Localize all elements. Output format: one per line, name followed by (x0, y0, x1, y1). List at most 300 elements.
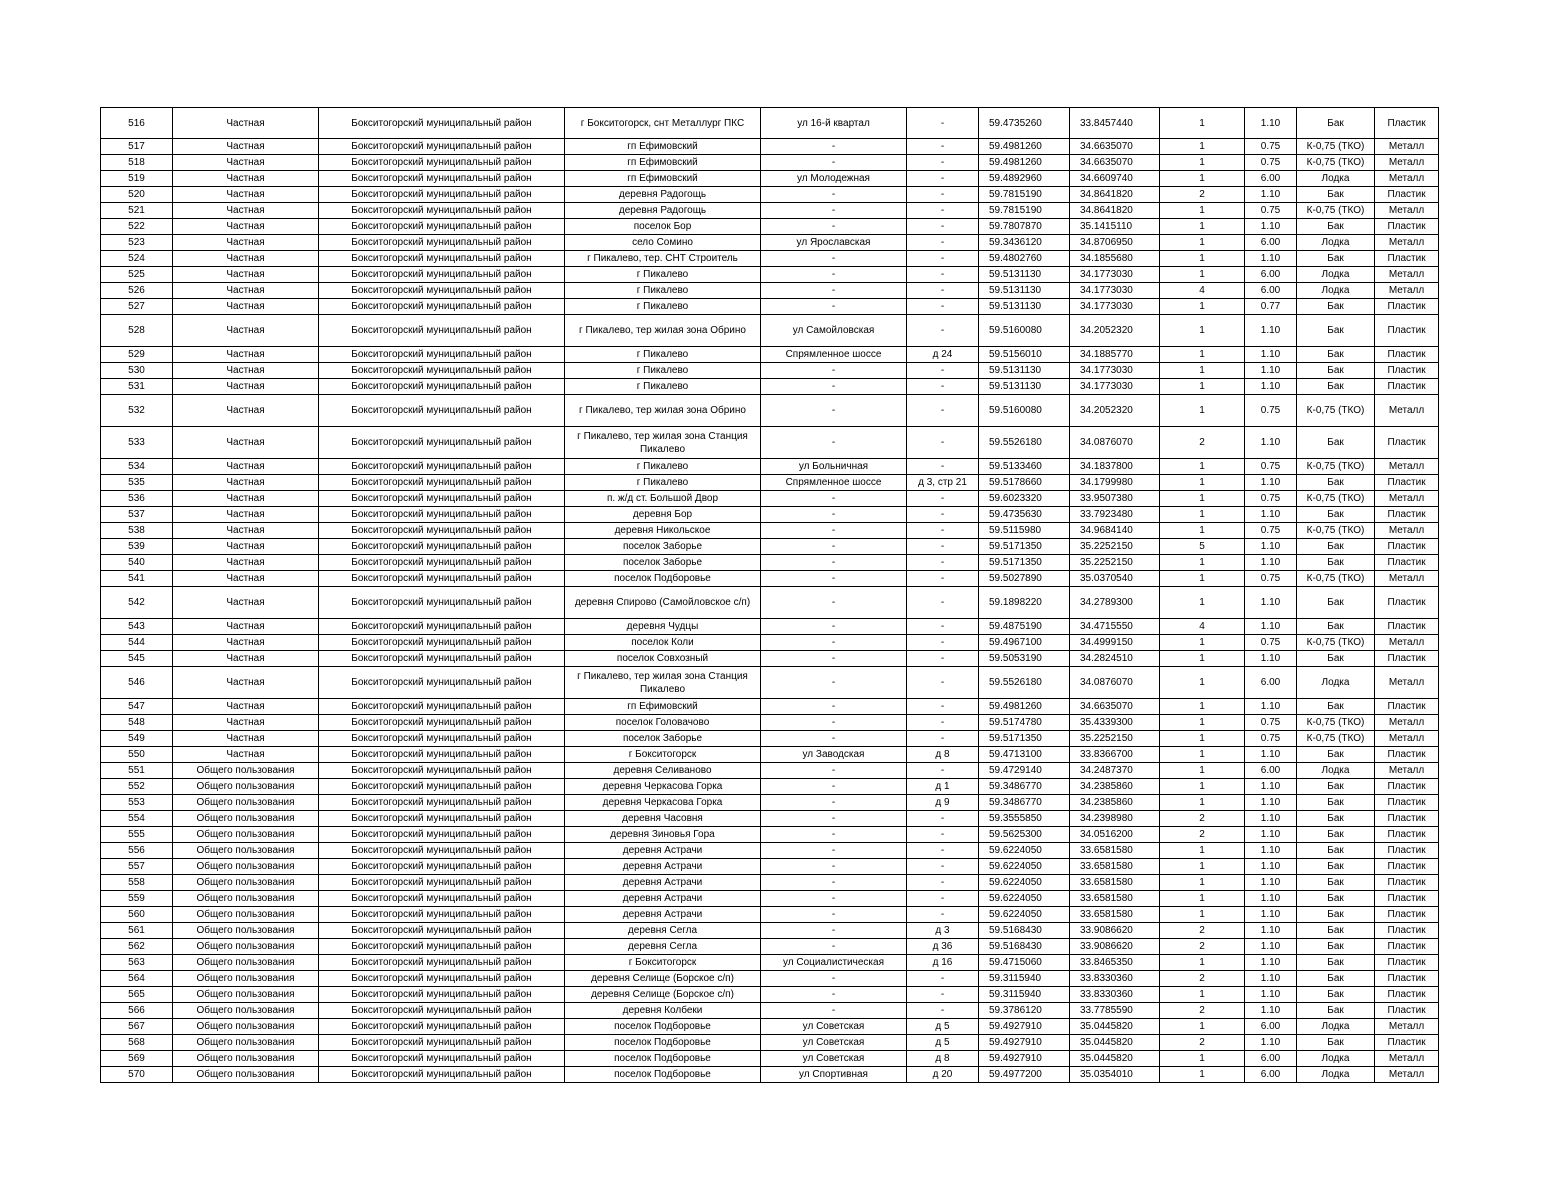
container-volume-cell: 1.10 (1245, 475, 1297, 491)
container-volume-cell: 0.75 (1245, 139, 1297, 155)
site-type-cell: Частная (173, 523, 319, 539)
longitude-cell: 34.4999150 (1070, 635, 1160, 651)
district-cell: Бокситогорский муниципальный район (319, 523, 565, 539)
container-material-cell: Пластик (1375, 587, 1439, 619)
house-cell: - (907, 139, 979, 155)
table-row (101, 795, 1439, 811)
table-row (101, 939, 1439, 955)
longitude-cell: 33.6581580 (1070, 875, 1160, 891)
district-cell: Бокситогорский муниципальный район (319, 891, 565, 907)
district-cell: Бокситогорский муниципальный район (319, 475, 565, 491)
site-type-cell: Частная (173, 555, 319, 571)
container-volume-cell: 1.10 (1245, 651, 1297, 667)
table-row (101, 955, 1439, 971)
house-cell: д 5 (907, 1019, 979, 1035)
container-count-cell: 2 (1160, 971, 1245, 987)
container-count-cell: 1 (1160, 555, 1245, 571)
container-material-cell: Металл (1375, 395, 1439, 427)
container-volume-cell: 1.10 (1245, 315, 1297, 347)
container-volume-cell: 1.10 (1245, 923, 1297, 939)
container-material-cell: Металл (1375, 139, 1439, 155)
district-cell: Бокситогорский муниципальный район (319, 171, 565, 187)
house-cell: д 36 (907, 939, 979, 955)
container-material-cell: Металл (1375, 523, 1439, 539)
settlement-cell: деревня Спирово (Самойловское с/п) (565, 587, 761, 619)
container-material-cell: Пластик (1375, 108, 1439, 139)
settlement-cell: деревня Астрачи (565, 907, 761, 923)
settlement-cell: г Бокситогорск, снт Металлург ПКС (565, 108, 761, 139)
street-cell: - (761, 187, 907, 203)
settlement-cell: деревня Селище (Борское с/п) (565, 971, 761, 987)
house-cell: - (907, 811, 979, 827)
house-cell: - (907, 363, 979, 379)
district-cell: Бокситогорский муниципальный район (319, 491, 565, 507)
container-kind-cell: Лодка (1297, 1019, 1375, 1035)
longitude-cell: 34.2385860 (1070, 779, 1160, 795)
container-kind-cell: Бак (1297, 747, 1375, 763)
district-cell: Бокситогорский муниципальный район (319, 923, 565, 939)
container-material-cell: Пластик (1375, 427, 1439, 459)
table-row (101, 811, 1439, 827)
latitude-cell: 59.5131130 (979, 379, 1070, 395)
district-cell: Бокситогорский муниципальный район (319, 587, 565, 619)
container-count-cell: 1 (1160, 507, 1245, 523)
house-cell: - (907, 491, 979, 507)
row-number-cell: 525 (101, 267, 173, 283)
house-cell: д 24 (907, 347, 979, 363)
container-count-cell: 1 (1160, 267, 1245, 283)
latitude-cell: 59.5131130 (979, 299, 1070, 315)
street-cell: - (761, 939, 907, 955)
street-cell: - (761, 267, 907, 283)
house-cell: - (907, 187, 979, 203)
container-kind-cell: Лодка (1297, 667, 1375, 699)
container-count-cell: 1 (1160, 459, 1245, 475)
site-type-cell: Частная (173, 635, 319, 651)
table-row (101, 875, 1439, 891)
settlement-cell: поселок Совхозный (565, 651, 761, 667)
house-cell: - (907, 843, 979, 859)
table-row (101, 203, 1439, 219)
street-cell: - (761, 651, 907, 667)
district-cell: Бокситогорский муниципальный район (319, 715, 565, 731)
settlement-cell: деревня Никольское (565, 523, 761, 539)
container-kind-cell: Бак (1297, 971, 1375, 987)
container-material-cell: Пластик (1375, 843, 1439, 859)
container-volume-cell: 1.10 (1245, 795, 1297, 811)
row-number-cell: 565 (101, 987, 173, 1003)
site-type-cell: Частная (173, 203, 319, 219)
container-count-cell: 2 (1160, 939, 1245, 955)
latitude-cell: 59.4735260 (979, 108, 1070, 139)
settlement-cell: г Пикалево, тер жилая зона Обрино (565, 315, 761, 347)
row-number-cell: 542 (101, 587, 173, 619)
latitude-cell: 59.3486770 (979, 779, 1070, 795)
settlement-cell: деревня Селище (Борское с/п) (565, 987, 761, 1003)
container-kind-cell: К-0,75 (ТКО) (1297, 139, 1375, 155)
container-material-cell: Пластик (1375, 747, 1439, 763)
container-volume-cell: 1.10 (1245, 108, 1297, 139)
longitude-cell: 34.1773030 (1070, 379, 1160, 395)
house-cell: - (907, 667, 979, 699)
container-material-cell: Пластик (1375, 299, 1439, 315)
district-cell: Бокситогорский муниципальный район (319, 827, 565, 843)
container-kind-cell: Бак (1297, 923, 1375, 939)
latitude-cell: 59.5625300 (979, 827, 1070, 843)
settlement-cell: г Пикалево, тер. СНТ Строитель (565, 251, 761, 267)
house-cell: - (907, 379, 979, 395)
container-material-cell: Металл (1375, 731, 1439, 747)
settlement-cell: деревня Сегла (565, 939, 761, 955)
container-material-cell: Металл (1375, 155, 1439, 171)
district-cell: Бокситогорский муниципальный район (319, 667, 565, 699)
table-row (101, 475, 1439, 491)
table-row (101, 635, 1439, 651)
settlement-cell: г Пикалево, тер жилая зона Обрино (565, 395, 761, 427)
settlement-cell: гп Ефимовский (565, 139, 761, 155)
district-cell: Бокситогорский муниципальный район (319, 987, 565, 1003)
latitude-cell: 59.4981260 (979, 139, 1070, 155)
container-volume-cell: 6.00 (1245, 1051, 1297, 1067)
street-cell: - (761, 203, 907, 219)
house-cell: - (907, 827, 979, 843)
row-number-cell: 523 (101, 235, 173, 251)
longitude-cell: 34.1773030 (1070, 283, 1160, 299)
container-kind-cell: Бак (1297, 347, 1375, 363)
longitude-cell: 33.9086620 (1070, 939, 1160, 955)
container-material-cell: Пластик (1375, 315, 1439, 347)
container-count-cell: 1 (1160, 251, 1245, 267)
row-number-cell: 532 (101, 395, 173, 427)
street-cell: - (761, 859, 907, 875)
street-cell: ул Социалистическая (761, 955, 907, 971)
site-type-cell: Общего пользования (173, 763, 319, 779)
container-volume-cell: 1.10 (1245, 955, 1297, 971)
settlement-cell: гп Ефимовский (565, 155, 761, 171)
table-row (101, 667, 1439, 699)
container-volume-cell: 0.75 (1245, 523, 1297, 539)
container-material-cell: Пластик (1375, 1035, 1439, 1051)
house-cell: - (907, 315, 979, 347)
longitude-cell: 34.1773030 (1070, 299, 1160, 315)
table-row (101, 139, 1439, 155)
latitude-cell: 59.5160080 (979, 395, 1070, 427)
longitude-cell: 34.6609740 (1070, 171, 1160, 187)
latitude-cell: 59.4927910 (979, 1051, 1070, 1067)
house-cell: - (907, 619, 979, 635)
settlement-cell: г Пикалево (565, 283, 761, 299)
settlement-cell: г Пикалево, тер жилая зона Станция Пикалево (565, 667, 761, 699)
longitude-cell: 34.8641820 (1070, 187, 1160, 203)
district-cell: Бокситогорский муниципальный район (319, 187, 565, 203)
latitude-cell: 59.4802760 (979, 251, 1070, 267)
table-row (101, 108, 1439, 139)
settlement-cell: поселок Подборовье (565, 1067, 761, 1083)
table-row (101, 971, 1439, 987)
site-type-cell: Общего пользования (173, 923, 319, 939)
container-volume-cell: 0.75 (1245, 155, 1297, 171)
street-cell: - (761, 363, 907, 379)
site-type-cell: Общего пользования (173, 779, 319, 795)
container-material-cell: Пластик (1375, 251, 1439, 267)
settlement-cell: деревня Бор (565, 507, 761, 523)
row-number-cell: 530 (101, 363, 173, 379)
container-kind-cell: Бак (1297, 587, 1375, 619)
table-row (101, 267, 1439, 283)
table-row (101, 379, 1439, 395)
latitude-cell: 59.7815190 (979, 203, 1070, 219)
container-count-cell: 1 (1160, 139, 1245, 155)
house-cell: - (907, 587, 979, 619)
table-row (101, 779, 1439, 795)
container-material-cell: Металл (1375, 267, 1439, 283)
site-type-cell: Частная (173, 139, 319, 155)
container-kind-cell: Бак (1297, 108, 1375, 139)
street-cell: - (761, 139, 907, 155)
site-type-cell: Общего пользования (173, 939, 319, 955)
container-kind-cell: Бак (1297, 875, 1375, 891)
container-kind-cell: Бак (1297, 315, 1375, 347)
street-cell: - (761, 635, 907, 651)
longitude-cell: 34.1885770 (1070, 347, 1160, 363)
district-cell: Бокситогорский муниципальный район (319, 571, 565, 587)
site-type-cell: Частная (173, 235, 319, 251)
table-row (101, 715, 1439, 731)
settlement-cell: деревня Селиваново (565, 763, 761, 779)
house-cell: - (907, 539, 979, 555)
settlement-cell: деревня Радогощь (565, 203, 761, 219)
container-count-cell: 1 (1160, 475, 1245, 491)
container-material-cell: Пластик (1375, 811, 1439, 827)
table-row (101, 299, 1439, 315)
house-cell: - (907, 763, 979, 779)
container-kind-cell: К-0,75 (ТКО) (1297, 715, 1375, 731)
row-number-cell: 537 (101, 507, 173, 523)
latitude-cell: 59.4927910 (979, 1019, 1070, 1035)
site-type-cell: Частная (173, 491, 319, 507)
container-count-cell: 2 (1160, 187, 1245, 203)
container-volume-cell: 1.10 (1245, 891, 1297, 907)
district-cell: Бокситогорский муниципальный район (319, 1019, 565, 1035)
longitude-cell: 35.0370540 (1070, 571, 1160, 587)
street-cell: - (761, 299, 907, 315)
container-volume-cell: 1.10 (1245, 619, 1297, 635)
table-row (101, 507, 1439, 523)
container-kind-cell: Бак (1297, 187, 1375, 203)
container-count-cell: 1 (1160, 715, 1245, 731)
latitude-cell: 59.5115980 (979, 523, 1070, 539)
street-cell: - (761, 907, 907, 923)
longitude-cell: 34.8641820 (1070, 203, 1160, 219)
settlement-cell: поселок Подборовье (565, 1051, 761, 1067)
longitude-cell: 35.0354010 (1070, 1067, 1160, 1083)
container-volume-cell: 6.00 (1245, 667, 1297, 699)
container-material-cell: Пластик (1375, 187, 1439, 203)
row-number-cell: 569 (101, 1051, 173, 1067)
container-kind-cell: Бак (1297, 859, 1375, 875)
row-number-cell: 526 (101, 283, 173, 299)
container-count-cell: 1 (1160, 363, 1245, 379)
longitude-cell: 33.9086620 (1070, 923, 1160, 939)
district-cell: Бокситогорский муниципальный район (319, 1051, 565, 1067)
container-kind-cell: Бак (1297, 379, 1375, 395)
container-count-cell: 1 (1160, 859, 1245, 875)
row-number-cell: 534 (101, 459, 173, 475)
house-cell: д 5 (907, 1035, 979, 1051)
street-cell: - (761, 1003, 907, 1019)
container-kind-cell: Бак (1297, 427, 1375, 459)
site-type-cell: Частная (173, 619, 319, 635)
longitude-cell: 35.2252150 (1070, 731, 1160, 747)
container-volume-cell: 0.75 (1245, 635, 1297, 651)
district-cell: Бокситогорский муниципальный район (319, 779, 565, 795)
table-row (101, 859, 1439, 875)
latitude-cell: 59.1898220 (979, 587, 1070, 619)
house-cell: - (907, 507, 979, 523)
row-number-cell: 516 (101, 108, 173, 139)
district-cell: Бокситогорский муниципальный район (319, 731, 565, 747)
container-material-cell: Металл (1375, 283, 1439, 299)
container-count-cell: 1 (1160, 907, 1245, 923)
container-volume-cell: 1.10 (1245, 859, 1297, 875)
site-type-cell: Частная (173, 507, 319, 523)
district-cell: Бокситогорский муниципальный район (319, 363, 565, 379)
settlement-cell: деревня Астрачи (565, 843, 761, 859)
container-kind-cell: Бак (1297, 907, 1375, 923)
site-type-cell: Частная (173, 219, 319, 235)
container-count-cell: 1 (1160, 347, 1245, 363)
row-number-cell: 522 (101, 219, 173, 235)
container-volume-cell: 0.75 (1245, 571, 1297, 587)
house-cell: - (907, 283, 979, 299)
site-type-cell: Частная (173, 283, 319, 299)
latitude-cell: 59.4892960 (979, 171, 1070, 187)
street-cell: - (761, 427, 907, 459)
container-material-cell: Пластик (1375, 475, 1439, 491)
table-row (101, 283, 1439, 299)
district-cell: Бокситогорский муниципальный район (319, 347, 565, 363)
container-kind-cell: Бак (1297, 251, 1375, 267)
settlement-cell: г Пикалево (565, 267, 761, 283)
settlement-cell: село Сомино (565, 235, 761, 251)
street-cell: - (761, 779, 907, 795)
street-cell: - (761, 507, 907, 523)
container-count-cell: 2 (1160, 1003, 1245, 1019)
longitude-cell: 34.2385860 (1070, 795, 1160, 811)
house-cell: - (907, 907, 979, 923)
table-row (101, 235, 1439, 251)
latitude-cell: 59.5156010 (979, 347, 1070, 363)
settlement-cell: гп Ефимовский (565, 699, 761, 715)
table-row (101, 923, 1439, 939)
site-type-cell: Частная (173, 731, 319, 747)
container-count-cell: 1 (1160, 747, 1245, 763)
longitude-cell: 34.2398980 (1070, 811, 1160, 827)
container-count-cell: 1 (1160, 891, 1245, 907)
house-cell: - (907, 171, 979, 187)
row-number-cell: 545 (101, 651, 173, 667)
table-row (101, 651, 1439, 667)
row-number-cell: 549 (101, 731, 173, 747)
house-cell: - (907, 395, 979, 427)
row-number-cell: 568 (101, 1035, 173, 1051)
table-row (101, 347, 1439, 363)
container-volume-cell: 0.75 (1245, 731, 1297, 747)
container-material-cell: Металл (1375, 1019, 1439, 1035)
site-type-cell: Частная (173, 571, 319, 587)
container-volume-cell: 6.00 (1245, 235, 1297, 251)
site-type-cell: Общего пользования (173, 891, 319, 907)
container-kind-cell: Бак (1297, 507, 1375, 523)
container-kind-cell: К-0,75 (ТКО) (1297, 155, 1375, 171)
row-number-cell: 567 (101, 1019, 173, 1035)
container-kind-cell: Бак (1297, 779, 1375, 795)
site-type-cell: Частная (173, 715, 319, 731)
longitude-cell: 34.1773030 (1070, 363, 1160, 379)
settlement-cell: поселок Заборье (565, 731, 761, 747)
container-count-cell: 1 (1160, 667, 1245, 699)
district-cell: Бокситогорский муниципальный район (319, 283, 565, 299)
container-kind-cell: Бак (1297, 795, 1375, 811)
district-cell: Бокситогорский муниципальный район (319, 699, 565, 715)
longitude-cell: 33.6581580 (1070, 907, 1160, 923)
house-cell: - (907, 555, 979, 571)
district-cell: Бокситогорский муниципальный район (319, 907, 565, 923)
container-count-cell: 1 (1160, 1067, 1245, 1083)
container-volume-cell: 1.10 (1245, 843, 1297, 859)
street-cell: - (761, 891, 907, 907)
container-volume-cell: 1.10 (1245, 555, 1297, 571)
latitude-cell: 59.3115940 (979, 971, 1070, 987)
container-count-cell: 1 (1160, 763, 1245, 779)
container-count-cell: 1 (1160, 379, 1245, 395)
site-type-cell: Общего пользования (173, 987, 319, 1003)
settlement-cell: деревня Черкасова Горка (565, 779, 761, 795)
container-material-cell: Металл (1375, 571, 1439, 587)
district-cell: Бокситогорский муниципальный район (319, 155, 565, 171)
container-volume-cell: 0.75 (1245, 459, 1297, 475)
container-volume-cell: 1.10 (1245, 939, 1297, 955)
latitude-cell: 59.5526180 (979, 427, 1070, 459)
district-cell: Бокситогорский муниципальный район (319, 219, 565, 235)
container-kind-cell: К-0,75 (ТКО) (1297, 523, 1375, 539)
site-type-cell: Частная (173, 108, 319, 139)
house-cell: д 3 (907, 923, 979, 939)
street-cell: - (761, 523, 907, 539)
street-cell: - (761, 555, 907, 571)
container-volume-cell: 6.00 (1245, 283, 1297, 299)
container-count-cell: 1 (1160, 219, 1245, 235)
container-volume-cell: 1.10 (1245, 1035, 1297, 1051)
house-cell: - (907, 427, 979, 459)
container-material-cell: Пластик (1375, 619, 1439, 635)
latitude-cell: 59.4875190 (979, 619, 1070, 635)
container-volume-cell: 6.00 (1245, 267, 1297, 283)
table-row (101, 459, 1439, 475)
latitude-cell: 59.3436120 (979, 235, 1070, 251)
table-row (101, 1019, 1439, 1035)
settlement-cell: деревня Колбеки (565, 1003, 761, 1019)
row-number-cell: 558 (101, 875, 173, 891)
site-type-cell: Частная (173, 587, 319, 619)
street-cell: - (761, 667, 907, 699)
container-material-cell: Пластик (1375, 955, 1439, 971)
district-cell: Бокситогорский муниципальный район (319, 203, 565, 219)
table-row (101, 571, 1439, 587)
row-number-cell: 551 (101, 763, 173, 779)
street-cell: ул Советская (761, 1019, 907, 1035)
district-cell: Бокситогорский муниципальный район (319, 619, 565, 635)
